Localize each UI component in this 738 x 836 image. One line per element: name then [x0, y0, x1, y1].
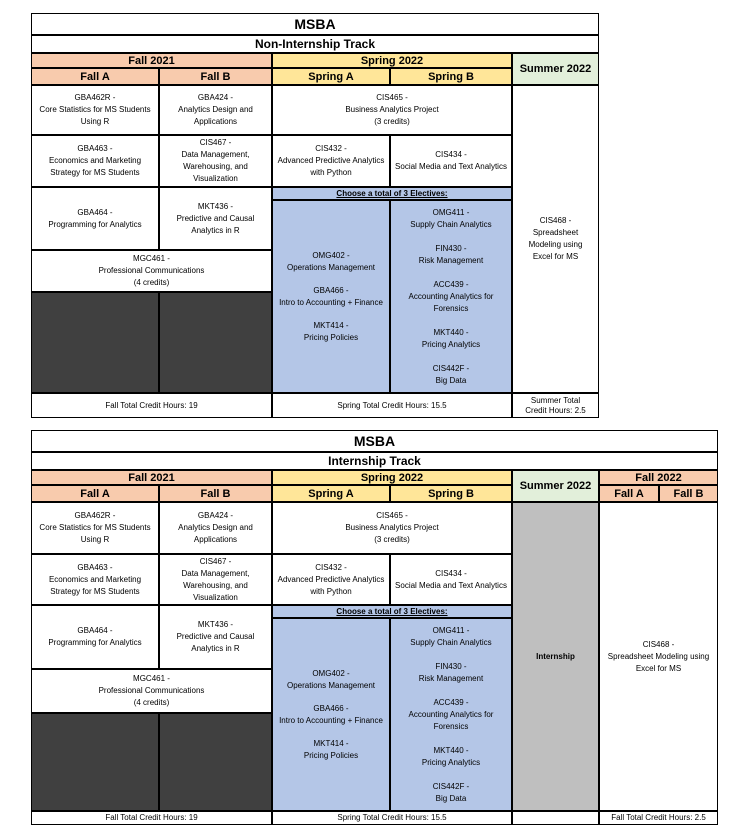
course-cis432: CIS432 - Advanced Predictive Analytics with Python: [272, 135, 390, 187]
empty-slot-fall-b: [159, 292, 272, 393]
course-gba463: GBA463 - Economics and Marketing Strategy for MS Students: [31, 554, 159, 605]
fall2-total: Fall Total Credit Hours: 2.5: [599, 811, 718, 825]
course-cis432: CIS432 - Advanced Predictive Analytics with Python: [272, 554, 390, 605]
electives-spring-a: [272, 618, 390, 811]
elective-mkt440: MKT440 - Pricing Analytics: [421, 745, 481, 767]
elective-gba466: GBA466 - Intro to Accounting + Finance: [279, 285, 383, 307]
course-mkt436: MKT436 - Predictive and Causal Analytics in R: [159, 605, 272, 669]
spring-total: Spring Total Credit Hours: 15.5: [272, 393, 512, 418]
fall-term-header: Fall 2021: [31, 53, 272, 68]
schedule-title: MSBA: [31, 430, 718, 452]
spring-term-header: Spring 2022: [272, 53, 512, 68]
elective-acc439: ACC439 - Accounting Analytics for Forensics: [408, 279, 494, 313]
elective-mkt414: MKT414 - Pricing Policies: [303, 738, 359, 760]
course-gba424: GBA424 - Analytics Design and Applications: [159, 502, 272, 554]
schedule-title: MSBA: [31, 13, 599, 35]
fall-b-header: Fall B: [159, 485, 272, 502]
course-gba424: GBA424 - Analytics Design and Applications: [159, 85, 272, 135]
fall2-term-header: Fall 2022: [599, 470, 718, 485]
electives-spring-b: [390, 200, 512, 393]
course-mgc461: MGC461 - Professional Communications (4 credits): [31, 250, 272, 292]
elective-mkt440: MKT440 - Pricing Analytics: [421, 327, 481, 349]
electives-header: Choose a total of 3 Electives:: [272, 605, 512, 618]
empty-slot-fall-b: [159, 713, 272, 811]
elective-omg402: OMG402 - Operations Management: [286, 668, 376, 690]
internship-block: Internship: [512, 502, 599, 811]
spring-b-header: Spring B: [390, 68, 512, 85]
spring-b-header: Spring B: [390, 485, 512, 502]
elective-omg411: OMG411 - Supply Chain Analytics: [410, 207, 492, 229]
course-mkt436: MKT436 - Predictive and Causal Analytics in R: [159, 187, 272, 250]
fall2-a-header: Fall A: [599, 485, 659, 502]
elective-cis442f: CIS442F - Big Data: [432, 363, 470, 385]
elective-omg402: OMG402 - Operations Management: [286, 250, 376, 272]
course-cis434: CIS434 - Social Media and Text Analytics: [390, 554, 512, 605]
track-title: Internship Track: [31, 452, 718, 470]
course-cis467: CIS467 - Data Management, Warehousing, and Visualization: [159, 135, 272, 187]
summer-term-header: Summer 2022: [512, 470, 599, 502]
elective-acc439: ACC439 - Accounting Analytics for Forensics: [408, 697, 494, 731]
course-cis468: CIS468 - Spreadsheet Modeling using Excel for MS: [512, 85, 599, 393]
electives-spring-a: [272, 200, 390, 393]
fall-total: Fall Total Credit Hours: 19: [31, 811, 272, 825]
course-cis465: CIS465 - Business Analytics Project (3 credits): [272, 85, 512, 135]
elective-omg411: OMG411 - Supply Chain Analytics: [410, 625, 492, 647]
electives-spring-b: [390, 618, 512, 811]
empty-slot-fall-a: [31, 292, 159, 393]
electives-header: Choose a total of 3 Electives:: [272, 187, 512, 200]
fall2-b-header: Fall B: [659, 485, 718, 502]
spring-a-header: Spring A: [272, 485, 390, 502]
summer-total: Summer Total Credit Hours: 2.5: [512, 393, 599, 418]
course-gba462r: GBA462R - Core Statistics for MS Students Using R: [31, 85, 159, 135]
course-gba464: GBA464 - Programming for Analytics: [31, 187, 159, 250]
course-mgc461: MGC461 - Professional Communications (4 credits): [31, 669, 272, 713]
elective-mkt414: MKT414 - Pricing Policies: [303, 320, 359, 342]
fall-a-header: Fall A: [31, 485, 159, 502]
elective-fin430: FIN430 - Risk Management: [418, 243, 484, 265]
spring-term-header: Spring 2022: [272, 470, 512, 485]
fall-total: Fall Total Credit Hours: 19: [31, 393, 272, 418]
track-title: Non-Internship Track: [31, 35, 599, 53]
elective-fin430: FIN430 - Risk Management: [418, 661, 484, 683]
course-cis434: CIS434 - Social Media and Text Analytics: [390, 135, 512, 187]
fall-term-header: Fall 2021: [31, 470, 272, 485]
course-gba462r: GBA462R - Core Statistics for MS Students Using R: [31, 502, 159, 554]
fall-b-header: Fall B: [159, 68, 272, 85]
course-cis468: CIS468 - Spreadsheet Modeling using Excel for MS: [599, 502, 718, 811]
spring-total: Spring Total Credit Hours: 15.5: [272, 811, 512, 825]
course-cis465: CIS465 - Business Analytics Project (3 credits): [272, 502, 512, 554]
fall-a-header: Fall A: [31, 68, 159, 85]
course-gba464: GBA464 - Programming for Analytics: [31, 605, 159, 669]
course-gba463: GBA463 - Economics and Marketing Strategy for MS Students: [31, 135, 159, 187]
summer-term-header: Summer 2022: [512, 53, 599, 85]
course-cis467: CIS467 - Data Management, Warehousing, and Visualization: [159, 554, 272, 605]
summer-total-empty: [512, 811, 599, 825]
elective-cis442f: CIS442F - Big Data: [432, 781, 470, 803]
spring-a-header: Spring A: [272, 68, 390, 85]
elective-gba466: GBA466 - Intro to Accounting + Finance: [279, 703, 383, 725]
empty-slot-fall-a: [31, 713, 159, 811]
